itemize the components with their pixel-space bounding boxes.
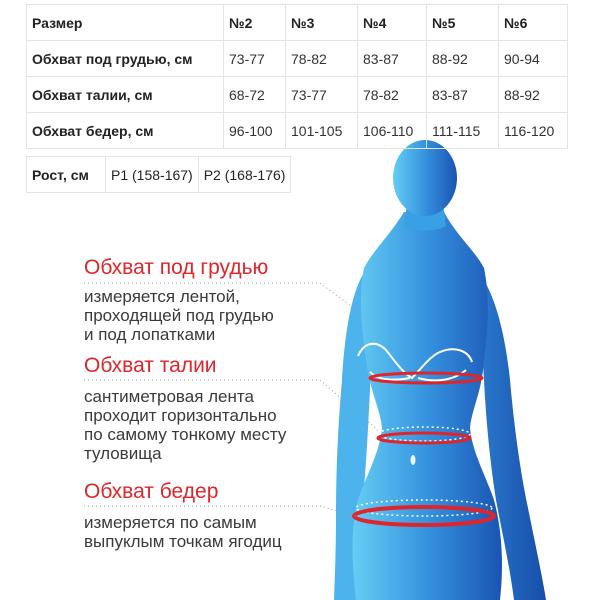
- size-header-label: Размер: [27, 5, 224, 41]
- table-cell: 73-77: [286, 77, 358, 113]
- height-value-p1: Р1 (158-167): [106, 157, 199, 193]
- hips-annotation: [84, 480, 282, 551]
- underbust-desc-line: проходящей под грудью: [84, 306, 274, 325]
- table-cell: 78-82: [358, 77, 427, 113]
- height-label: Рост, см: [27, 157, 106, 193]
- head: [393, 140, 457, 216]
- table-cell: 90-94: [499, 41, 568, 77]
- table-cell: 111-115: [427, 113, 499, 149]
- table-cell: 68-72: [224, 77, 286, 113]
- size-header-3: №3: [286, 5, 358, 41]
- waist-title: Обхват талии: [84, 354, 217, 377]
- size-header-2: №2: [224, 5, 286, 41]
- table-row: [27, 77, 568, 113]
- size-table-header: [27, 5, 568, 41]
- navel: [411, 455, 416, 465]
- table-row: [27, 157, 291, 193]
- table-row: [27, 113, 568, 149]
- table-cell: 96-100: [224, 113, 286, 149]
- waist-desc-line: по самому тонкому месту: [84, 425, 287, 444]
- table-cell: 88-92: [499, 77, 568, 113]
- table-cell: 106-110: [358, 113, 427, 149]
- table-cell: 78-82: [286, 41, 358, 77]
- waist-annotation: [84, 354, 286, 463]
- table-cell: 73-77: [224, 41, 286, 77]
- hips-desc-line: измеряется по самым: [84, 513, 257, 532]
- size-header-4: №4: [358, 5, 427, 41]
- table-row: [27, 41, 568, 77]
- underbust-annotation: [84, 256, 274, 344]
- table-cell: 83-87: [427, 77, 499, 113]
- torso: [353, 212, 503, 600]
- waist-desc-line: сантиметровая лента: [84, 387, 254, 406]
- hips-title: Обхват бедер: [84, 480, 219, 503]
- table-cell: 116-120: [499, 113, 568, 149]
- underbust-desc-line: и под лопатками: [84, 325, 216, 344]
- row-label: Обхват бедер, см: [27, 113, 224, 149]
- table-cell: 88-92: [427, 41, 499, 77]
- waist-desc-line: проходит горизонтально: [84, 406, 277, 425]
- height-value-p2: Р2 (168-176): [198, 157, 291, 193]
- hips-desc-line: выпуклым точкам ягодиц: [84, 532, 282, 551]
- size-table: [26, 4, 568, 149]
- table-cell: 83-87: [358, 41, 427, 77]
- row-label: Обхват талии, см: [27, 77, 224, 113]
- size-header-6: №6: [499, 5, 568, 41]
- underbust-title: Обхват под грудью: [84, 256, 269, 279]
- size-header-5: №5: [427, 5, 499, 41]
- table-cell: 101-105: [286, 113, 358, 149]
- waist-desc-line: туловища: [84, 444, 162, 463]
- height-table: [26, 156, 291, 193]
- underbust-desc-line: измеряется лентой,: [84, 287, 240, 306]
- row-label: Обхват под грудью, см: [27, 41, 224, 77]
